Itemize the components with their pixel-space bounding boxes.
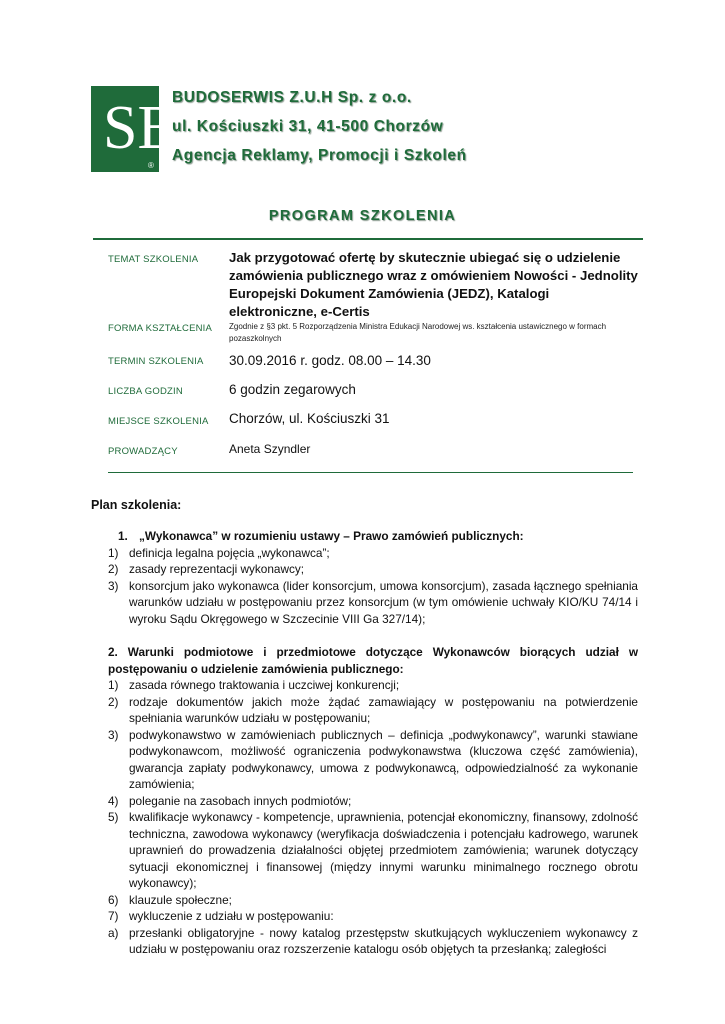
- section-1-heading: 1. „Wykonawca” w rozumieniu ustawy – Prawo zamówień publicznych:: [118, 529, 524, 543]
- date-label: TERMIN SZKOLENIA: [108, 356, 204, 367]
- place-value: Chorzów, ul. Kościuszki 31: [229, 411, 390, 426]
- company-tagline: Agencja Reklamy, Promocji i Szkoleń: [172, 147, 467, 164]
- company-name: BUDOSERWIS Z.U.H Sp. z o.o.: [172, 89, 412, 106]
- company-info: [172, 86, 467, 173]
- list-item: 2) zasady reprezentacji wykonawcy;: [108, 562, 305, 576]
- plan-section-1: [108, 528, 638, 627]
- list-item: 6) klauzule społeczne;: [108, 892, 232, 907]
- divider-top: [93, 238, 643, 240]
- logo-registered-mark: ®: [148, 161, 154, 170]
- logo-letter-s: SB: [103, 94, 179, 162]
- plan-heading: Plan szkolenia:: [91, 498, 182, 512]
- list-item: 1) definicja legalna pojęcia „wykonawca”;: [108, 545, 330, 560]
- list-item: a) przesłanki obligatoryjne - nowy katalog przestępstw skutkujących wykluczeniem wykonawcy z udziału w postępowaniu oraz rozszerzenie katalogu osób objętych ta przesłanką; zaległości: [108, 925, 638, 956]
- company-address: ul. Kościuszki 31, 41-500 Chorzów: [172, 118, 444, 135]
- divider-bottom: [108, 472, 633, 473]
- trainer-value: Aneta Szyndler: [229, 442, 311, 456]
- hours-value: 6 godzin zegarowych: [229, 382, 356, 397]
- list-item: 4) poleganie na zasobach innych podmiotów;: [108, 793, 352, 808]
- date-value: 30.09.2016 r. godz. 08.00 – 14.30: [229, 353, 431, 368]
- list-item: 5) kwalifikacje wykonawcy - kompetencje, uprawnienia, potencjał ekonomiczny, finansowy, zdolność techniczna, zawodowa wykonawcy (weryfikacja doświadczenia i potencjału kadrowego, warunek uprawnień do prowadzenia działalności objętej przedmiotem zamówienia; warunek dotyczący sytuacji ekonomicznej i finansowej (między innymi warunku minimalnego rocznego obrotu wykonawcy);: [108, 810, 638, 890]
- topic-label: TEMAT SZKOLENIA: [108, 254, 199, 265]
- form-label: FORMA KSZTAŁCENIA: [108, 323, 213, 334]
- list-item: 1) zasada równego traktowania i uczciwej konkurencji;: [108, 678, 400, 692]
- list-item: 7) wykluczenie z udziału w postępowaniu:: [108, 909, 334, 923]
- list-item: 2) rodzaje dokumentów jakich może żądać zamawiający w postępowaniu na potwierdzenie spełniania warunków udziału w postępowaniu;: [108, 694, 638, 725]
- list-item: 3) konsorcjum jako wykonawca (lider konsorcjum, umowa konsorcjum), zasada łącznego spełniania warunków udziału w postępowaniu przez konsorcjum (w tym omówienie uchwały KIO/KU 74/14 i wyroku Sądu Okręgowego w Szczecinie VIII Ga 327/14);: [108, 578, 638, 626]
- page-title: PROGRAM SZKOLENIA: [268, 208, 457, 224]
- trainer-label: PROWADZĄCY: [108, 446, 178, 457]
- form-value: Zgodnie z §3 pkt. 5 Rozporządzenia Ministra Edukacji Narodowej ws. kształcenia ustawicznego w formach pozaszkolnych: [229, 322, 607, 343]
- place-label: MIEJSCE SZKOLENIA: [108, 416, 209, 427]
- plan-section-2: [108, 644, 638, 958]
- section-2-heading: 2. Warunki podmiotowe i przedmiotowe dotyczące Wykonawców biorących udział w postępowaniu o udzielenie zamówienia publicznego:: [108, 645, 638, 676]
- company-logo: [91, 86, 179, 172]
- hours-label: LICZBA GODZIN: [108, 386, 183, 397]
- list-item: 3) podwykonawstwo w zamówieniach publicznych – definicja „podwykonawcy”, warunki stawiane podwykonawcom, możliwość ograniczenia podwykonawstwa (kluczowa część zamówienia), gwarancja zapłaty podwykonawcy, umowa z podwykonawcą, odpowiedzialność za wykonanie zamówienia;: [108, 727, 638, 791]
- topic-value: Jak przygotować ofertę by skutecznie ubiegać się o udzielenie zamówienia publicznego wraz z omówieniem Nowości - Jednolity Europejski Dokument Zamówienia (JEDZ), Katalogi elektroniczne, e-Certis: [229, 250, 638, 319]
